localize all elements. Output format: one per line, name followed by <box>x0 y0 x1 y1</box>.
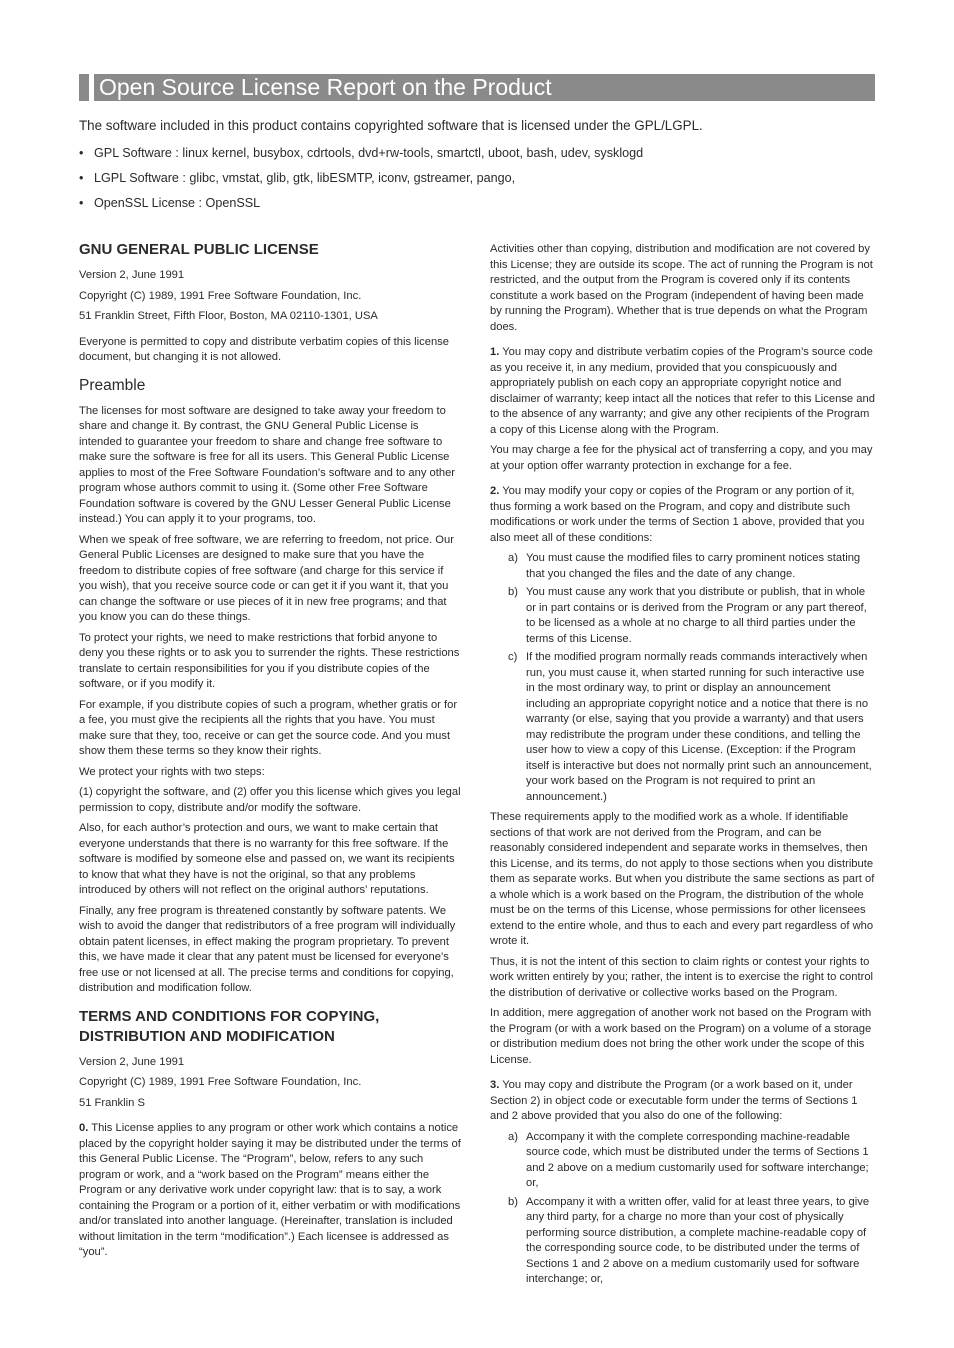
section-3-options <box>490 1130 876 1288</box>
item-label: a) <box>508 1130 518 1143</box>
preamble-paragraph: (1) copyright the software, and (2) offer you this license which gives you legal permission to copy, distribute and/or modify the software. <box>79 786 461 814</box>
intent-paragraph: Thus, it is not the intent of this section to claim rights or contest your rights to work written entirely by you; rather, the intent is to exercise the right to control the distribution of derivative or collective works based on the Program. <box>490 955 874 999</box>
requirements-paragraph: These requirements apply to the modified work as a whole. If identifiable sections of that work are not derived from the Program, and can be reasonably considered independent and separate works in themselves, then this License, and its terms, do not apply to those sections when you distribute them as separate works. But when you distribute the same sections as part of a whole which is a work based on the Program, the distribution of the whole must be on the terms of this License, whose permissions for other licensees extend to the entire whole, and thus to each and every part regardless of who wrote it. <box>490 811 875 947</box>
section-number: 3. <box>490 1079 500 1091</box>
page-banner <box>79 74 875 101</box>
terms-heading: TERMS AND CONDITIONS FOR COPYING, DISTRIBUTION AND MODIFICATION <box>79 1007 380 1045</box>
gpl-heading: GNU GENERAL PUBLIC LICENSE <box>79 241 319 258</box>
section-text: You may modify your copy or copies of the Program or any portion of it, thus forming a work based on the Program, and copy and distribute such modifications or work under the terms of Section 1 above, provided that you also meet all of these conditions: <box>490 485 865 544</box>
section-number: 1. <box>490 346 500 358</box>
item-label: c) <box>508 651 518 663</box>
section-0-paragraph <box>79 1121 463 1261</box>
preamble-paragraph: Also, for each author’s protection and ours, we want to make certain that everyone understands that there is no warranty for this free software. If the software is modified by someone else and passed on, we want its recipients to know that what they have is not the original, so that any problems introduced by others will not reflect on the original authors’ reputations. <box>79 822 455 896</box>
activities-paragraph: Activities other than copying, distribution and modification are not covered by this License; they are outside its scope. The act of running the Program is not restricted, and the output from the Program is covered only if its contents constitute a work based on the Program (independent of having been made by running the Program). Whether that is true depends on what the Program does. <box>490 243 873 333</box>
list-item: • GPL Software : linux kernel, busybox, cdrtools, dvd+rw-tools, smartctl, uboot, bash, udev, sysklogd <box>79 144 879 169</box>
everyone-paragraph: Everyone is permitted to copy and distribute verbatim copies of this license document, but changing it is not allowed. <box>79 335 449 363</box>
copyright-text: Copyright (C) 1989, 1991 Free Software Foundation, Inc. <box>79 289 362 302</box>
section-text: You may copy and distribute verbatim copies of the Program’s source code as you receive it, in any medium, provided that you conspicuously and appropriately publish on each copy an appropriate copyright notice and disclaimer of warranty; keep intact all the notices that refer to this License and to the absence of any warranty; and give any other recipients of the Program a copy of this License along with the Program. <box>490 346 875 436</box>
terms-copyright-text: Copyright (C) 1989, 1991 Free Software Foundation, Inc. <box>79 1076 362 1088</box>
section-1-fee-paragraph: You may charge a fee for the physical act of transferring a copy, and you may at your option offer warranty protection in exchange for a fee. <box>490 444 873 472</box>
banner-accent-bar <box>79 74 89 101</box>
list-item: • OpenSSL License : OpenSSL <box>79 194 879 219</box>
section-number: 0. <box>79 1122 89 1134</box>
list-item <box>490 1130 876 1192</box>
item-text: Accompany it with the complete corresponding machine-readable source code, which must be distributed under the terms of Sections 1 and 2 above on a medium customarily used for software interchange; or, <box>526 1130 869 1189</box>
terms-version-text: Version 2, June 1991 <box>79 1055 185 1068</box>
software-list <box>79 144 879 219</box>
section-number: 2. <box>490 485 500 497</box>
section-text: You may copy and distribute the Program (or a work based on it, under Section 2) in object code or executable form under the terms of Sections 1 and 2 above provided that you also do one of the following: <box>490 1079 858 1122</box>
preamble-paragraph: The licenses for most software are designed to take away your freedom to share and change it. By contrast, the GNU General Public License is intended to guarantee your freedom to share and change free software to make sure the software is free for all its users. This General Public License applies to most of the Free Software Foundation’s software and to any other program whose authors commit to using it. (Some other Free Software Foundation software is covered by the GNU Lesser General Public License instead.) You can apply it to your programs, too. <box>79 404 456 525</box>
aggregation-paragraph: In addition, mere aggregation of another work not based on the Program with the Program (or with a work based on the Program) on a volume of a storage or distribution medium does not bring the other work under the scope of this License. <box>490 1007 872 1066</box>
preamble-paragraph: To protect your rights, we need to make restrictions that forbid anyone to deny you these rights or to ask you to surrender the rights. These restrictions translate to certain responsibilities for you if you distribute copies of the software, or if you modify it. <box>79 631 460 690</box>
right-column <box>490 242 876 1293</box>
preamble-paragraph: When we speak of free software, we are referring to freedom, not price. Our General Public Licenses are designed to make sure that you have the freedom to distribute copies of free software (and charge for this service if you wish), that you receive source code or can get it if you want it, that you can change the software or use pieces of it in new free programs; and that you know you can do these things. <box>79 533 454 623</box>
intro-text: The software included in this product contains copyrighted software that is licensed under the GPL/LGPL. <box>79 118 703 133</box>
version-text: Version 2, June 1991 <box>79 269 185 281</box>
address-text: 51 Franklin Street, Fifth Floor, Boston, MA 02110-1301, USA <box>79 310 378 322</box>
item-label: a) <box>508 552 518 564</box>
left-column <box>79 240 463 1266</box>
section-3-paragraph <box>490 1078 876 1125</box>
section-1-paragraph <box>490 345 876 438</box>
item-text: If the modified program normally reads commands interactively when run, you must cause it, when started running for such interactive use in the most ordinary way, to print or display an announcement including an appropriate copyright notice and a notice that there is no warranty (or else, saying that you provide a warranty) and that users may redistribute the program under these conditions, and telling the user how to view a copy of this License. (Exception: if the Program itself is interactive but does not normally print such an announcement, your work based on the Program is not required to print an announcement.) <box>526 651 872 803</box>
list-item: • LGPL Software : glibc, vmstat, glib, gtk, libESMTP, iconv, gstreamer, pango, <box>79 169 879 194</box>
section-2-conditions <box>490 551 876 805</box>
preamble-paragraph: We protect your rights with two steps: <box>79 765 265 778</box>
list-item <box>490 585 876 647</box>
preamble-paragraph: For example, if you distribute copies of such a program, whether gratis or for a fee, you must give the recipients all the rights that you have. You must make sure that they, too, receive or can get the source code. And you must show them these terms so they know their rights. <box>79 698 458 757</box>
list-item <box>490 1195 876 1288</box>
preamble-paragraph: Finally, any free program is threatened constantly by software patents. We wish to avoid the danger that redistributors of a free program will individually obtain patent licenses, in effect making the program proprietary. To prevent this, we have made it clear that any patent must be licensed for everyone’s free use or not licensed at all. The precise terms and conditions for copying, distribution and modification follow. <box>79 904 456 994</box>
item-text: Accompany it with a written offer, valid for at least three years, to give any third party, for a charge no more than your cost of physically performing source distribution, a complete machine-readable copy of the corresponding source code, to be distributed under the terms of Sections 1 and 2 above on a medium customarily used for software interchange; or, <box>526 1195 870 1285</box>
page-title: Open Source License Report on the Product <box>94 74 875 101</box>
list-item <box>490 650 876 805</box>
terms-address-text: 51 Franklin S <box>79 1096 145 1109</box>
section-text: This License applies to any program or other work which contains a notice placed by the copyright holder saying it may be distributed under the terms of this General Public License. The “Program”, below, refers to any such program or work, and a “work based on the Program” means either the Program or any derivative work under copyright law: that is to say, a work containing the Program or a portion of it, either verbatim or with modifications and/or translated into another language. (Hereinafter, translation is included without limitation in the term “modification”.) Each licensee is addressed as “you”. <box>79 1122 461 1258</box>
list-item <box>490 551 876 582</box>
item-text: You must cause any work that you distribute or publish, that in whole or in part contains or is derived from the Program or any part thereof, to be licensed as a whole at no charge to all third parties under the terms of this License. <box>526 586 867 645</box>
item-label: b) <box>508 586 518 598</box>
item-label: b) <box>508 1195 518 1208</box>
item-text: You must cause the modified files to carry prominent notices stating that you changed the files and the date of any change. <box>526 552 861 580</box>
preamble-heading: Preamble <box>79 376 146 394</box>
section-2-paragraph <box>490 484 876 546</box>
